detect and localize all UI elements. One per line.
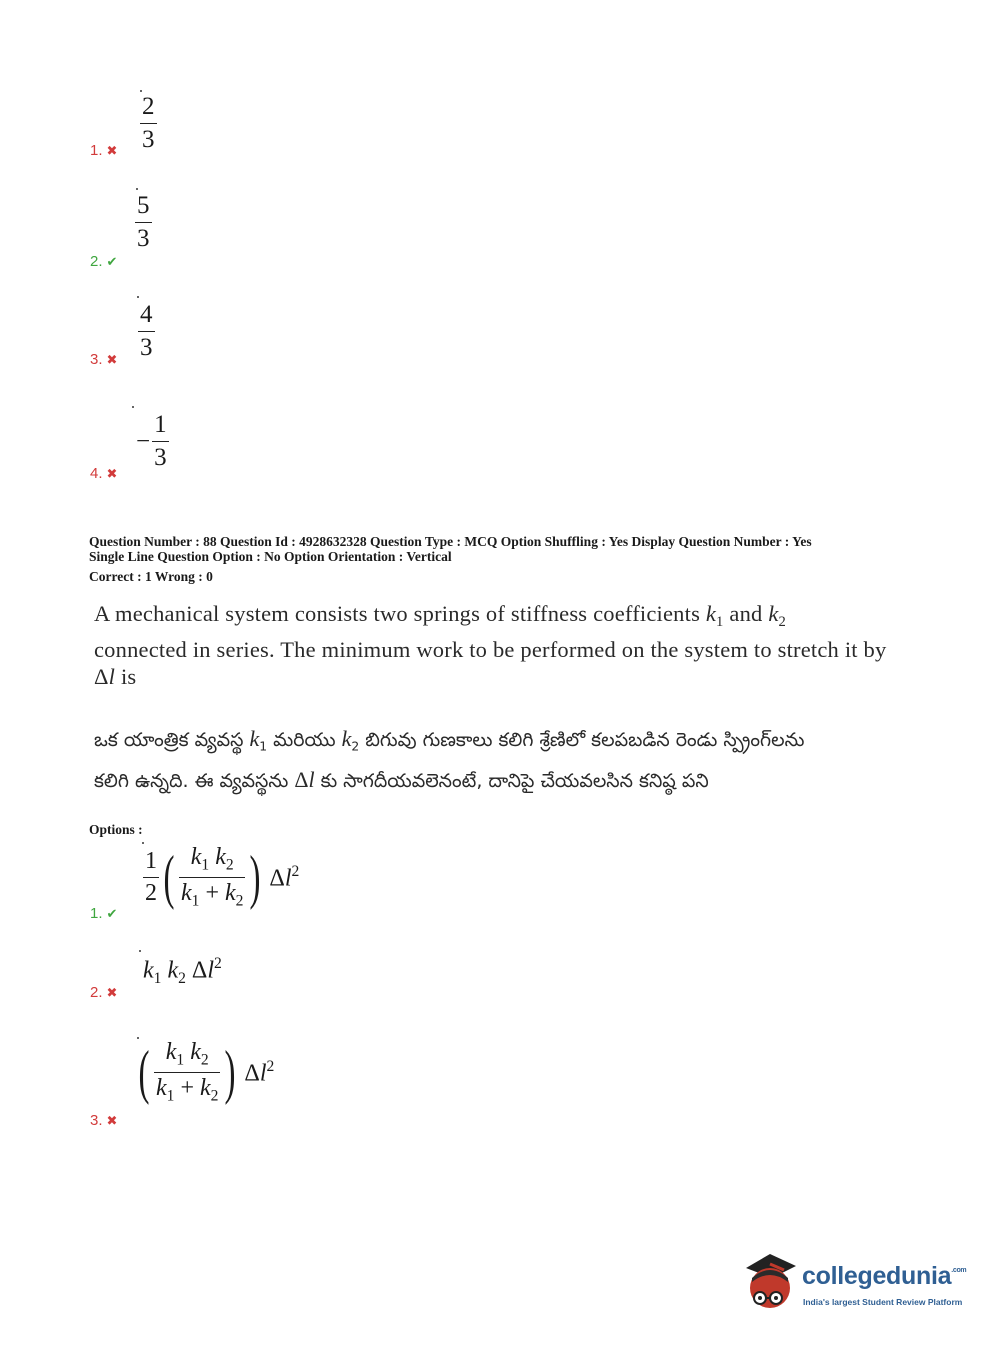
prev-option-2-label: 2. ✔ [90,253,118,270]
option-2-formula: $k_1$ $k_2$ $\Delta l^2$ [143,955,222,987]
collegedunia-logo [740,1248,980,1318]
question-meta [89,534,919,584]
question-text-telugu: ఒక యాంత్రిక వ్యవస్థ $k_1$ మరియు $k_2$ బిగువు గుణకాలు కలిగి శ్రేణిలో కలపబడిన రెండు స్ప్రింగ్‌లను కలిగి ఉన్నది. ఈ వ్యవస్థను Δl కు సాగదీయవలెనంటే, దానిపై చేయవలసిన కనిష్ఠ పని [94,726,805,793]
option-3-label: 3. ✖ [90,1112,118,1129]
denominator: 3 [142,126,155,154]
right-paren: ) [249,844,261,911]
prev-option-3-fraction: 4 3 [140,301,153,362]
question-meta-line1: Question Number : 88 Question Id : 4928632328 Question Type : MCQ Option Shuffling : Yes Display Question Number : Yes [89,534,812,549]
wrong-icon: ✖ [106,143,118,158]
check-icon: ✔ [106,254,118,269]
minus-sign: − [136,427,151,455]
options-label: Options : [89,822,143,837]
option-3-formula: ( $\frac{k_1 k_2}{k_1 + k_2}$ ) $\Delta l^2$ [138,1039,275,1106]
wrong-icon: ✖ [106,466,118,481]
right-paren: ) [224,1039,236,1106]
wrong-icon: ✖ [106,985,118,1000]
question-text-english: A mechanical system consists two springs of stiffness coefficients $k_1$ and $k_2$ connected in series. The minimum work to be performed on the system to stretch it by Δl is [94,601,887,690]
option-2-label: 2. ✖ [90,984,118,1001]
option-1-formula: $\frac{1}{2}$ ( $\frac{k_1 k_2}{k_1 + k_2}$ ) $\Delta l^2$ [145,844,300,911]
prev-option-1-label: 1. ✖ [90,142,118,159]
prev-option-2-fraction: 5 3 [137,192,150,253]
question-meta-line2: Single Line Question Option : No Option Orientation : Vertical [89,549,452,564]
numerator: 2 [142,93,155,120]
logo-name: collegedunia [802,1262,952,1290]
prev-option-3-label: 3. ✖ [90,351,118,368]
prev-option-4-label: 4. ✖ [90,465,118,482]
left-paren: ( [163,844,175,911]
mascot-icon [740,1248,802,1314]
option-1-label: 1. ✔ [90,905,118,922]
prev-option-1-fraction [140,94,157,154]
left-paren: ( [138,1039,150,1106]
wrong-icon: ✖ [106,352,118,367]
check-icon: ✔ [106,906,118,921]
logo-suffix: .com [951,1267,967,1274]
logo-tagline: India's largest Student Review Platform [803,1297,963,1307]
prev-option-4-fraction: − $\frac{1}{3}$ [136,411,167,472]
wrong-icon: ✖ [106,1113,118,1128]
question-meta-line3: Correct : 1 Wrong : 0 [89,569,213,584]
